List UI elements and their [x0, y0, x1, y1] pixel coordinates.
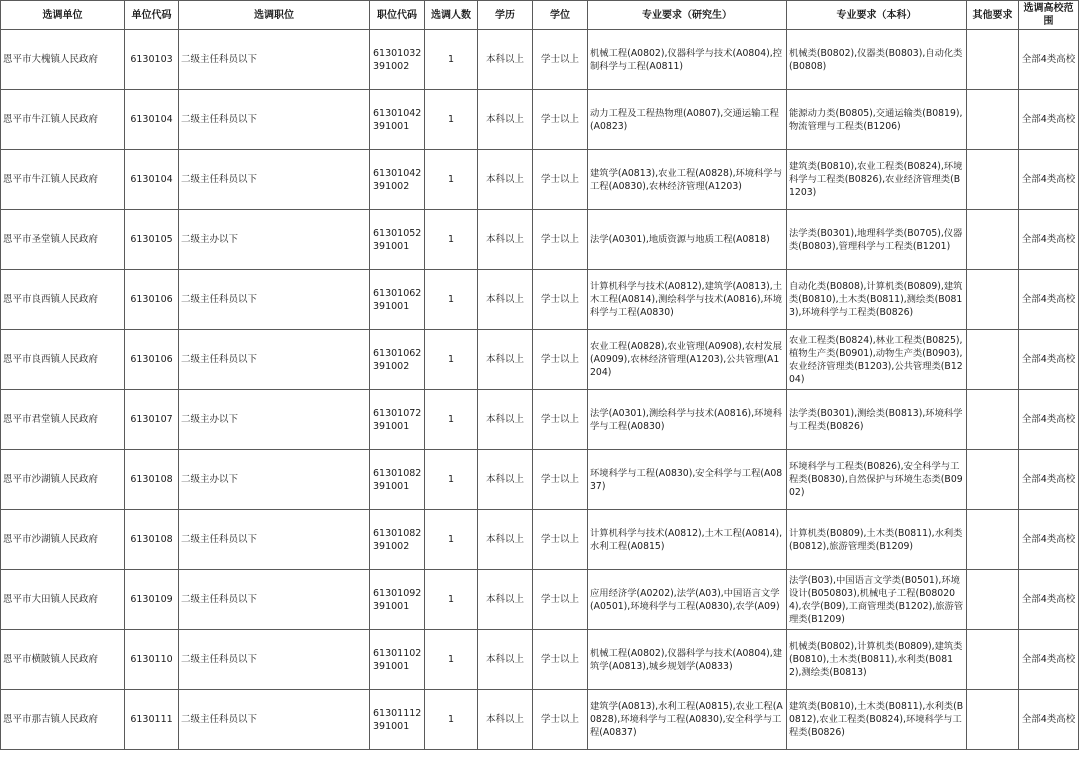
- cell-unit: 恩平市圣堂镇人民政府: [1, 210, 125, 270]
- cell-count: 1: [425, 90, 478, 150]
- table-row: [1, 450, 1079, 510]
- cell-major-undergrad: 法学类(B0301),地理科学类(B0705),仪器类(B0803),管理科学与工程类(B1201): [787, 210, 967, 270]
- cell-major-grad: 应用经济学(A0202),法学(A03),中国语言文学(A0501),环境科学与工程(A0830),农学(A09): [588, 570, 787, 630]
- cell-position-code: 61301082391002: [370, 510, 425, 570]
- cell-degree: 学士以上: [533, 390, 588, 450]
- cell-position-code: 61301042391002: [370, 150, 425, 210]
- cell-education: 本科以上: [478, 30, 533, 90]
- cell-position: 二级主办以下: [179, 390, 370, 450]
- cell-unit: 恩平市大槐镇人民政府: [1, 30, 125, 90]
- table-body: [1, 30, 1079, 750]
- cell-position: 二级主任科员以下: [179, 270, 370, 330]
- cell-major-undergrad: 机械类(B0802),仪器类(B0803),自动化类(B0808): [787, 30, 967, 90]
- cell-education: 本科以上: [478, 330, 533, 390]
- cell-major-grad: 计算机科学与技术(A0812),建筑学(A0813),土木工程(A0814),测绘科学与技术(A0816),环境科学与工程(A0830): [588, 270, 787, 330]
- cell-education: 本科以上: [478, 270, 533, 330]
- cell-count: 1: [425, 390, 478, 450]
- cell-major-grad: 建筑学(A0813),农业工程(A0828),环境科学与工程(A0830),农林经济管理(A1203): [588, 150, 787, 210]
- cell-major-grad: 机械工程(A0802),仪器科学与技术(A0804),建筑学(A0813),城乡规划学(A0833): [588, 630, 787, 690]
- cell-unit: 恩平市君堂镇人民政府: [1, 390, 125, 450]
- cell-education: 本科以上: [478, 90, 533, 150]
- cell-major-undergrad: 建筑类(B0810),农业工程类(B0824),环境科学与工程类(B0826),农业经济管理类(B1203): [787, 150, 967, 210]
- cell-position-code: 61301062391001: [370, 270, 425, 330]
- cell-degree: 学士以上: [533, 630, 588, 690]
- col-header-unit-code: 单位代码: [125, 1, 179, 30]
- cell-degree: 学士以上: [533, 30, 588, 90]
- cell-unit-code: 6130106: [125, 270, 179, 330]
- cell-other: [967, 510, 1019, 570]
- cell-other: [967, 90, 1019, 150]
- cell-other: [967, 270, 1019, 330]
- header-row: [1, 1, 1079, 30]
- cell-other: [967, 630, 1019, 690]
- cell-unit-code: 6130105: [125, 210, 179, 270]
- cell-degree: 学士以上: [533, 510, 588, 570]
- col-header-count: 选调人数: [425, 1, 478, 30]
- cell-major-undergrad: 环境科学与工程类(B0826),安全科学与工程类(B0830),自然保护与环境生态类(B0902): [787, 450, 967, 510]
- table-row: [1, 690, 1079, 750]
- cell-position-code: 61301102391001: [370, 630, 425, 690]
- cell-position: 二级主任科员以下: [179, 630, 370, 690]
- cell-unit: 恩平市牛江镇人民政府: [1, 150, 125, 210]
- cell-other: [967, 390, 1019, 450]
- cell-other: [967, 570, 1019, 630]
- cell-count: 1: [425, 270, 478, 330]
- cell-unit-code: 6130108: [125, 510, 179, 570]
- cell-major-undergrad: 法学类(B0301),测绘类(B0813),环境科学与工程类(B0826): [787, 390, 967, 450]
- table-row: [1, 90, 1079, 150]
- cell-degree: 学士以上: [533, 330, 588, 390]
- cell-count: 1: [425, 330, 478, 390]
- cell-unit: 恩平市良西镇人民政府: [1, 270, 125, 330]
- cell-other: [967, 330, 1019, 390]
- table-row: [1, 150, 1079, 210]
- col-header-degree: 学位: [533, 1, 588, 30]
- cell-scope: 全部4类高校: [1019, 450, 1079, 510]
- cell-count: 1: [425, 30, 478, 90]
- cell-unit-code: 6130106: [125, 330, 179, 390]
- cell-unit: 恩平市沙湖镇人民政府: [1, 450, 125, 510]
- cell-count: 1: [425, 570, 478, 630]
- cell-other: [967, 210, 1019, 270]
- cell-major-undergrad: 能源动力类(B0805),交通运输类(B0819),物流管理与工程类(B1206): [787, 90, 967, 150]
- cell-unit: 恩平市大田镇人民政府: [1, 570, 125, 630]
- cell-other: [967, 450, 1019, 510]
- cell-scope: 全部4类高校: [1019, 390, 1079, 450]
- cell-position-code: 61301092391001: [370, 570, 425, 630]
- col-header-education: 学历: [478, 1, 533, 30]
- cell-scope: 全部4类高校: [1019, 210, 1079, 270]
- cell-unit: 恩平市沙湖镇人民政府: [1, 510, 125, 570]
- cell-position-code: 61301052391001: [370, 210, 425, 270]
- cell-major-grad: 建筑学(A0813),水利工程(A0815),农业工程(A0828),环境科学与工程(A0830),安全科学与工程(A0837): [588, 690, 787, 750]
- cell-other: [967, 30, 1019, 90]
- cell-major-undergrad: 自动化类(B0808),计算机类(B0809),建筑类(B0810),土木类(B0811),测绘类(B0813),环境科学与工程类(B0826): [787, 270, 967, 330]
- cell-other: [967, 690, 1019, 750]
- cell-unit-code: 6130104: [125, 150, 179, 210]
- cell-count: 1: [425, 630, 478, 690]
- table-row: [1, 330, 1079, 390]
- table-row: [1, 30, 1079, 90]
- cell-major-undergrad: 建筑类(B0810),土木类(B0811),水利类(B0812),农业工程类(B0824),环境科学与工程类(B0826): [787, 690, 967, 750]
- cell-education: 本科以上: [478, 570, 533, 630]
- cell-unit-code: 6130108: [125, 450, 179, 510]
- cell-position: 二级主任科员以下: [179, 570, 370, 630]
- cell-major-grad: 环境科学与工程(A0830),安全科学与工程(A0837): [588, 450, 787, 510]
- cell-scope: 全部4类高校: [1019, 30, 1079, 90]
- cell-count: 1: [425, 690, 478, 750]
- table-row: [1, 210, 1079, 270]
- cell-degree: 学士以上: [533, 570, 588, 630]
- cell-position: 二级主任科员以下: [179, 150, 370, 210]
- cell-degree: 学士以上: [533, 150, 588, 210]
- cell-education: 本科以上: [478, 630, 533, 690]
- col-header-major-undergrad: 专业要求（本科）: [787, 1, 967, 30]
- table-row: [1, 630, 1079, 690]
- cell-position-code: 61301062391002: [370, 330, 425, 390]
- cell-count: 1: [425, 150, 478, 210]
- cell-unit: 恩平市良西镇人民政府: [1, 330, 125, 390]
- table-row: [1, 390, 1079, 450]
- cell-major-grad: 法学(A0301),测绘科学与技术(A0816),环境科学与工程(A0830): [588, 390, 787, 450]
- cell-education: 本科以上: [478, 390, 533, 450]
- cell-education: 本科以上: [478, 510, 533, 570]
- cell-count: 1: [425, 510, 478, 570]
- table-row: [1, 270, 1079, 330]
- cell-education: 本科以上: [478, 210, 533, 270]
- cell-unit-code: 6130103: [125, 30, 179, 90]
- cell-unit: 恩平市牛江镇人民政府: [1, 90, 125, 150]
- cell-major-grad: 农业工程(A0828),农业管理(A0908),农村发展(A0909),农林经济管理(A1203),公共管理(A1204): [588, 330, 787, 390]
- cell-major-undergrad: 机械类(B0802),计算机类(B0809),建筑类(B0810),土木类(B0811),水利类(B0812),测绘类(B0813): [787, 630, 967, 690]
- cell-unit-code: 6130110: [125, 630, 179, 690]
- col-header-position: 选调职位: [179, 1, 370, 30]
- cell-scope: 全部4类高校: [1019, 570, 1079, 630]
- cell-position-code: 61301112391001: [370, 690, 425, 750]
- cell-position: 二级主任科员以下: [179, 90, 370, 150]
- cell-position-code: 61301082391001: [370, 450, 425, 510]
- cell-scope: 全部4类高校: [1019, 630, 1079, 690]
- cell-education: 本科以上: [478, 450, 533, 510]
- cell-major-grad: 动力工程及工程热物理(A0807),交通运输工程(A0823): [588, 90, 787, 150]
- cell-scope: 全部4类高校: [1019, 90, 1079, 150]
- cell-education: 本科以上: [478, 150, 533, 210]
- cell-major-grad: 法学(A0301),地质资源与地质工程(A0818): [588, 210, 787, 270]
- cell-unit-code: 6130109: [125, 570, 179, 630]
- cell-major-undergrad: 法学(B03),中国语言文学类(B0501),环境设计(B050803),机械电子工程(B080204),农学(B09),工商管理类(B1202),旅游管理类(B1209): [787, 570, 967, 630]
- cell-unit-code: 6130104: [125, 90, 179, 150]
- cell-position: 二级主办以下: [179, 450, 370, 510]
- cell-degree: 学士以上: [533, 90, 588, 150]
- col-header-other: 其他要求: [967, 1, 1019, 30]
- col-header-scope: 选调高校范围: [1019, 1, 1079, 30]
- cell-position: 二级主办以下: [179, 210, 370, 270]
- table-row: [1, 570, 1079, 630]
- cell-unit: 恩平市横陂镇人民政府: [1, 630, 125, 690]
- cell-scope: 全部4类高校: [1019, 690, 1079, 750]
- cell-unit-code: 6130107: [125, 390, 179, 450]
- cell-major-undergrad: 农业工程类(B0824),林业工程类(B0825),植物生产类(B0901),动物生产类(B0903),农业经济管理类(B1203),公共管理类(B1204): [787, 330, 967, 390]
- cell-position-code: 61301072391001: [370, 390, 425, 450]
- col-header-position-code: 职位代码: [370, 1, 425, 30]
- col-header-major-grad: 专业要求（研究生）: [588, 1, 787, 30]
- cell-major-grad: 计算机科学与技术(A0812),土木工程(A0814),水利工程(A0815): [588, 510, 787, 570]
- cell-position-code: 61301042391001: [370, 90, 425, 150]
- cell-position: 二级主任科员以下: [179, 330, 370, 390]
- cell-position-code: 61301032391002: [370, 30, 425, 90]
- cell-degree: 学士以上: [533, 270, 588, 330]
- cell-major-undergrad: 计算机类(B0809),土木类(B0811),水利类(B0812),旅游管理类(B1209): [787, 510, 967, 570]
- cell-degree: 学士以上: [533, 690, 588, 750]
- cell-degree: 学士以上: [533, 210, 588, 270]
- cell-education: 本科以上: [478, 690, 533, 750]
- cell-major-grad: 机械工程(A0802),仪器科学与技术(A0804),控制科学与工程(A0811): [588, 30, 787, 90]
- cell-unit-code: 6130111: [125, 690, 179, 750]
- cell-count: 1: [425, 210, 478, 270]
- cell-degree: 学士以上: [533, 450, 588, 510]
- cell-scope: 全部4类高校: [1019, 330, 1079, 390]
- cell-scope: 全部4类高校: [1019, 150, 1079, 210]
- cell-scope: 全部4类高校: [1019, 270, 1079, 330]
- cell-scope: 全部4类高校: [1019, 510, 1079, 570]
- cell-other: [967, 150, 1019, 210]
- cell-position: 二级主任科员以下: [179, 690, 370, 750]
- cell-position: 二级主任科员以下: [179, 30, 370, 90]
- cell-position: 二级主任科员以下: [179, 510, 370, 570]
- table-row: [1, 510, 1079, 570]
- cell-unit: 恩平市那吉镇人民政府: [1, 690, 125, 750]
- col-header-unit: 选调单位: [1, 1, 125, 30]
- cell-count: 1: [425, 450, 478, 510]
